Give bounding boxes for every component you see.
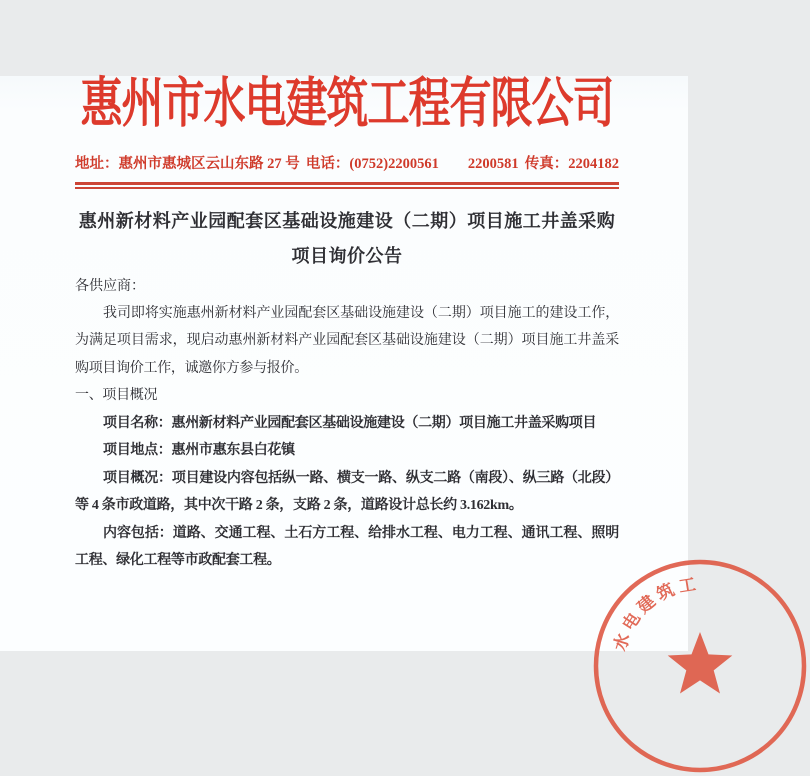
overview-line: 项目概况：项目建设内容包括纵一路、横支一路、纵支二路（南段）、纵三路（北段）	[103, 470, 619, 486]
scanned-document-page	[0, 75, 698, 654]
project-location-line: 项目地点：惠州市惠东县白花镇	[103, 443, 295, 458]
intro-paragraph	[75, 300, 619, 383]
overview-line: 等 4 条市政道路，其中次干路 2 条，支路 2 条，道路设计总长约 3.162km。	[75, 498, 523, 513]
seal-character: 水	[610, 631, 634, 654]
document-title-line2: 项目询价公告	[291, 245, 403, 266]
intro-line: 为满足项目需求，现启动惠州新材料产业园配套区基础设施建设（二期）项目施工井盖采	[75, 333, 619, 348]
scope-line: 内容包括：道路、交通工程、土石方工程、给排水工程、电力工程、通讯工程、照明	[103, 525, 619, 541]
letterhead-company-name: 惠州市水电建筑工程有限公司	[80, 75, 614, 135]
seal-character: 工	[677, 574, 698, 597]
document-title	[75, 204, 619, 274]
section-heading-project-overview: 一、项目概况	[75, 388, 158, 403]
letterhead-contact-row	[75, 154, 619, 174]
content-scope-paragraph	[75, 520, 619, 575]
letterhead-address: 地址：惠州市惠城区云山东路 27 号	[75, 156, 300, 172]
document-title-line1: 惠州新材料产业园配套区基础设施建设（二期）项目施工井盖采购	[78, 210, 616, 231]
letterhead-phone: 电话：(0752)2200561 2200581	[305, 156, 519, 172]
project-overview-paragraph	[75, 465, 619, 520]
company-seal-stamp	[590, 556, 810, 776]
letterhead-divider-thin	[75, 187, 619, 189]
seal-character: 筑	[653, 579, 678, 605]
seal-star-icon	[668, 632, 733, 694]
letterhead-divider-thick	[75, 182, 619, 185]
intro-line: 我司即将实施惠州新材料产业园配套区基础设施建设（二期）项目施工的建设工作，	[103, 305, 619, 321]
intro-line: 购项目询价工作，诚邀你方参与报价。	[75, 360, 308, 376]
scope-line: 工程、绿化工程等市政配套工程。	[75, 553, 281, 568]
seal-character: 建	[633, 591, 660, 618]
letterhead-fax: 传真：2204182	[524, 156, 619, 172]
document-content	[0, 76, 688, 575]
project-name-line: 项目名称：惠州新材料产业园配套区基础设施建设（二期）项目施工井盖采购项目	[103, 415, 597, 431]
salutation: 各供应商：	[75, 278, 145, 294]
seal-character: 电	[618, 609, 645, 634]
